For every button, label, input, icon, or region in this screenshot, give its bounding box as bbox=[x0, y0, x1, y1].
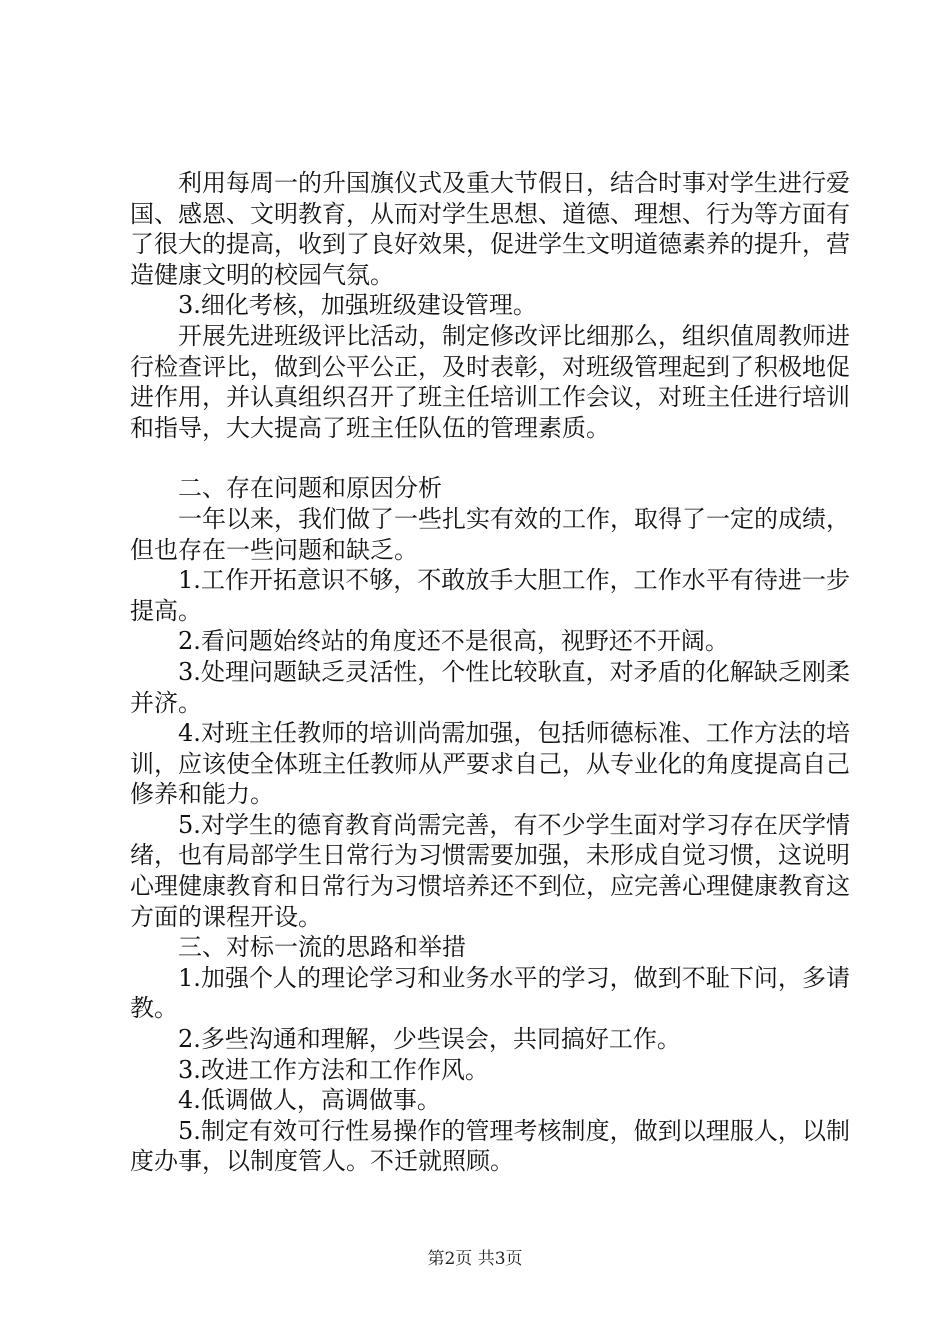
list-item: 5.制定有效可行性易操作的管理考核制度，做到以理服人，以制度办事，以制度管人。不迁就照顾。 bbox=[130, 1116, 850, 1176]
paragraph: 利用每周一的升国旗仪式及重大节假日，结合时事对学生进行爱国、感恩、文明教育，从而对学生思想、道德、理想、行为等方面有了很大的提高，收到了良好效果，促进学生文明道德素养的提升，营造健康文明的校园气氛。 bbox=[130, 169, 850, 289]
list-item: 2.看问题始终站的角度还不是很高，视野还不开阔。 bbox=[178, 627, 729, 656]
paragraph: 开展先进班级评比活动，制定修改评比细那么，组织值周教师进行检查评比，做到公平公正，及时表彰，对班级管理起到了积极地促进作用，并认真组织召开了班主任培训工作会议，对班主任进行培训和指导，大大提高了班主任队伍的管理素质。 bbox=[130, 321, 850, 442]
list-item: 1.工作开拓意识不够，不敢放手大胆工作，工作水平有待进一步提高。 bbox=[130, 566, 850, 625]
section-heading: 二、存在问题和原因分析 bbox=[178, 474, 442, 503]
list-item: 3.处理问题缺乏灵活性，个性比较耿直，对矛盾的化解缺乏刚柔并济。 bbox=[130, 657, 850, 717]
spacer bbox=[130, 443, 850, 473]
list-item: 4.对班主任教师的培训尚需加强，包括师德标准、工作方法的培训，应该使全体班主任教师从严要求自己，从专业化的角度提高自己修养和能力。 bbox=[130, 719, 850, 809]
section-heading: 三、对标一流的思路和举措 bbox=[178, 933, 466, 962]
list-item: 4.低调做人，高调做事。 bbox=[178, 1086, 441, 1115]
paragraph: 一年以来，我们做了一些扎实有效的工作，取得了一定的成绩，但也存在一些问题和缺乏。 bbox=[130, 504, 850, 564]
list-item: 1.加强个人的理论学习和业务水平的学习，做到不耻下问，多请教。 bbox=[130, 963, 850, 1023]
paragraph: 3.细化考核，加强班级建设管理。 bbox=[178, 291, 537, 320]
list-item: 5.对学生的德育教育尚需完善，有不少学生面对学习存在厌学情绪，也有局部学生日常行为习惯需要加强，未形成自觉习惯，这说明心理健康教育和日常行为习惯培养还不到位，应完善心理健康教育这方面的课程开设。 bbox=[130, 810, 850, 931]
page-footer: 第2页 共3页 bbox=[427, 1249, 523, 1269]
document-body bbox=[130, 168, 850, 1177]
list-item: 3.改进工作方法和工作作风。 bbox=[178, 1055, 489, 1084]
list-item: 2.多些沟通和理解，少些误会，共同搞好工作。 bbox=[178, 1025, 681, 1054]
